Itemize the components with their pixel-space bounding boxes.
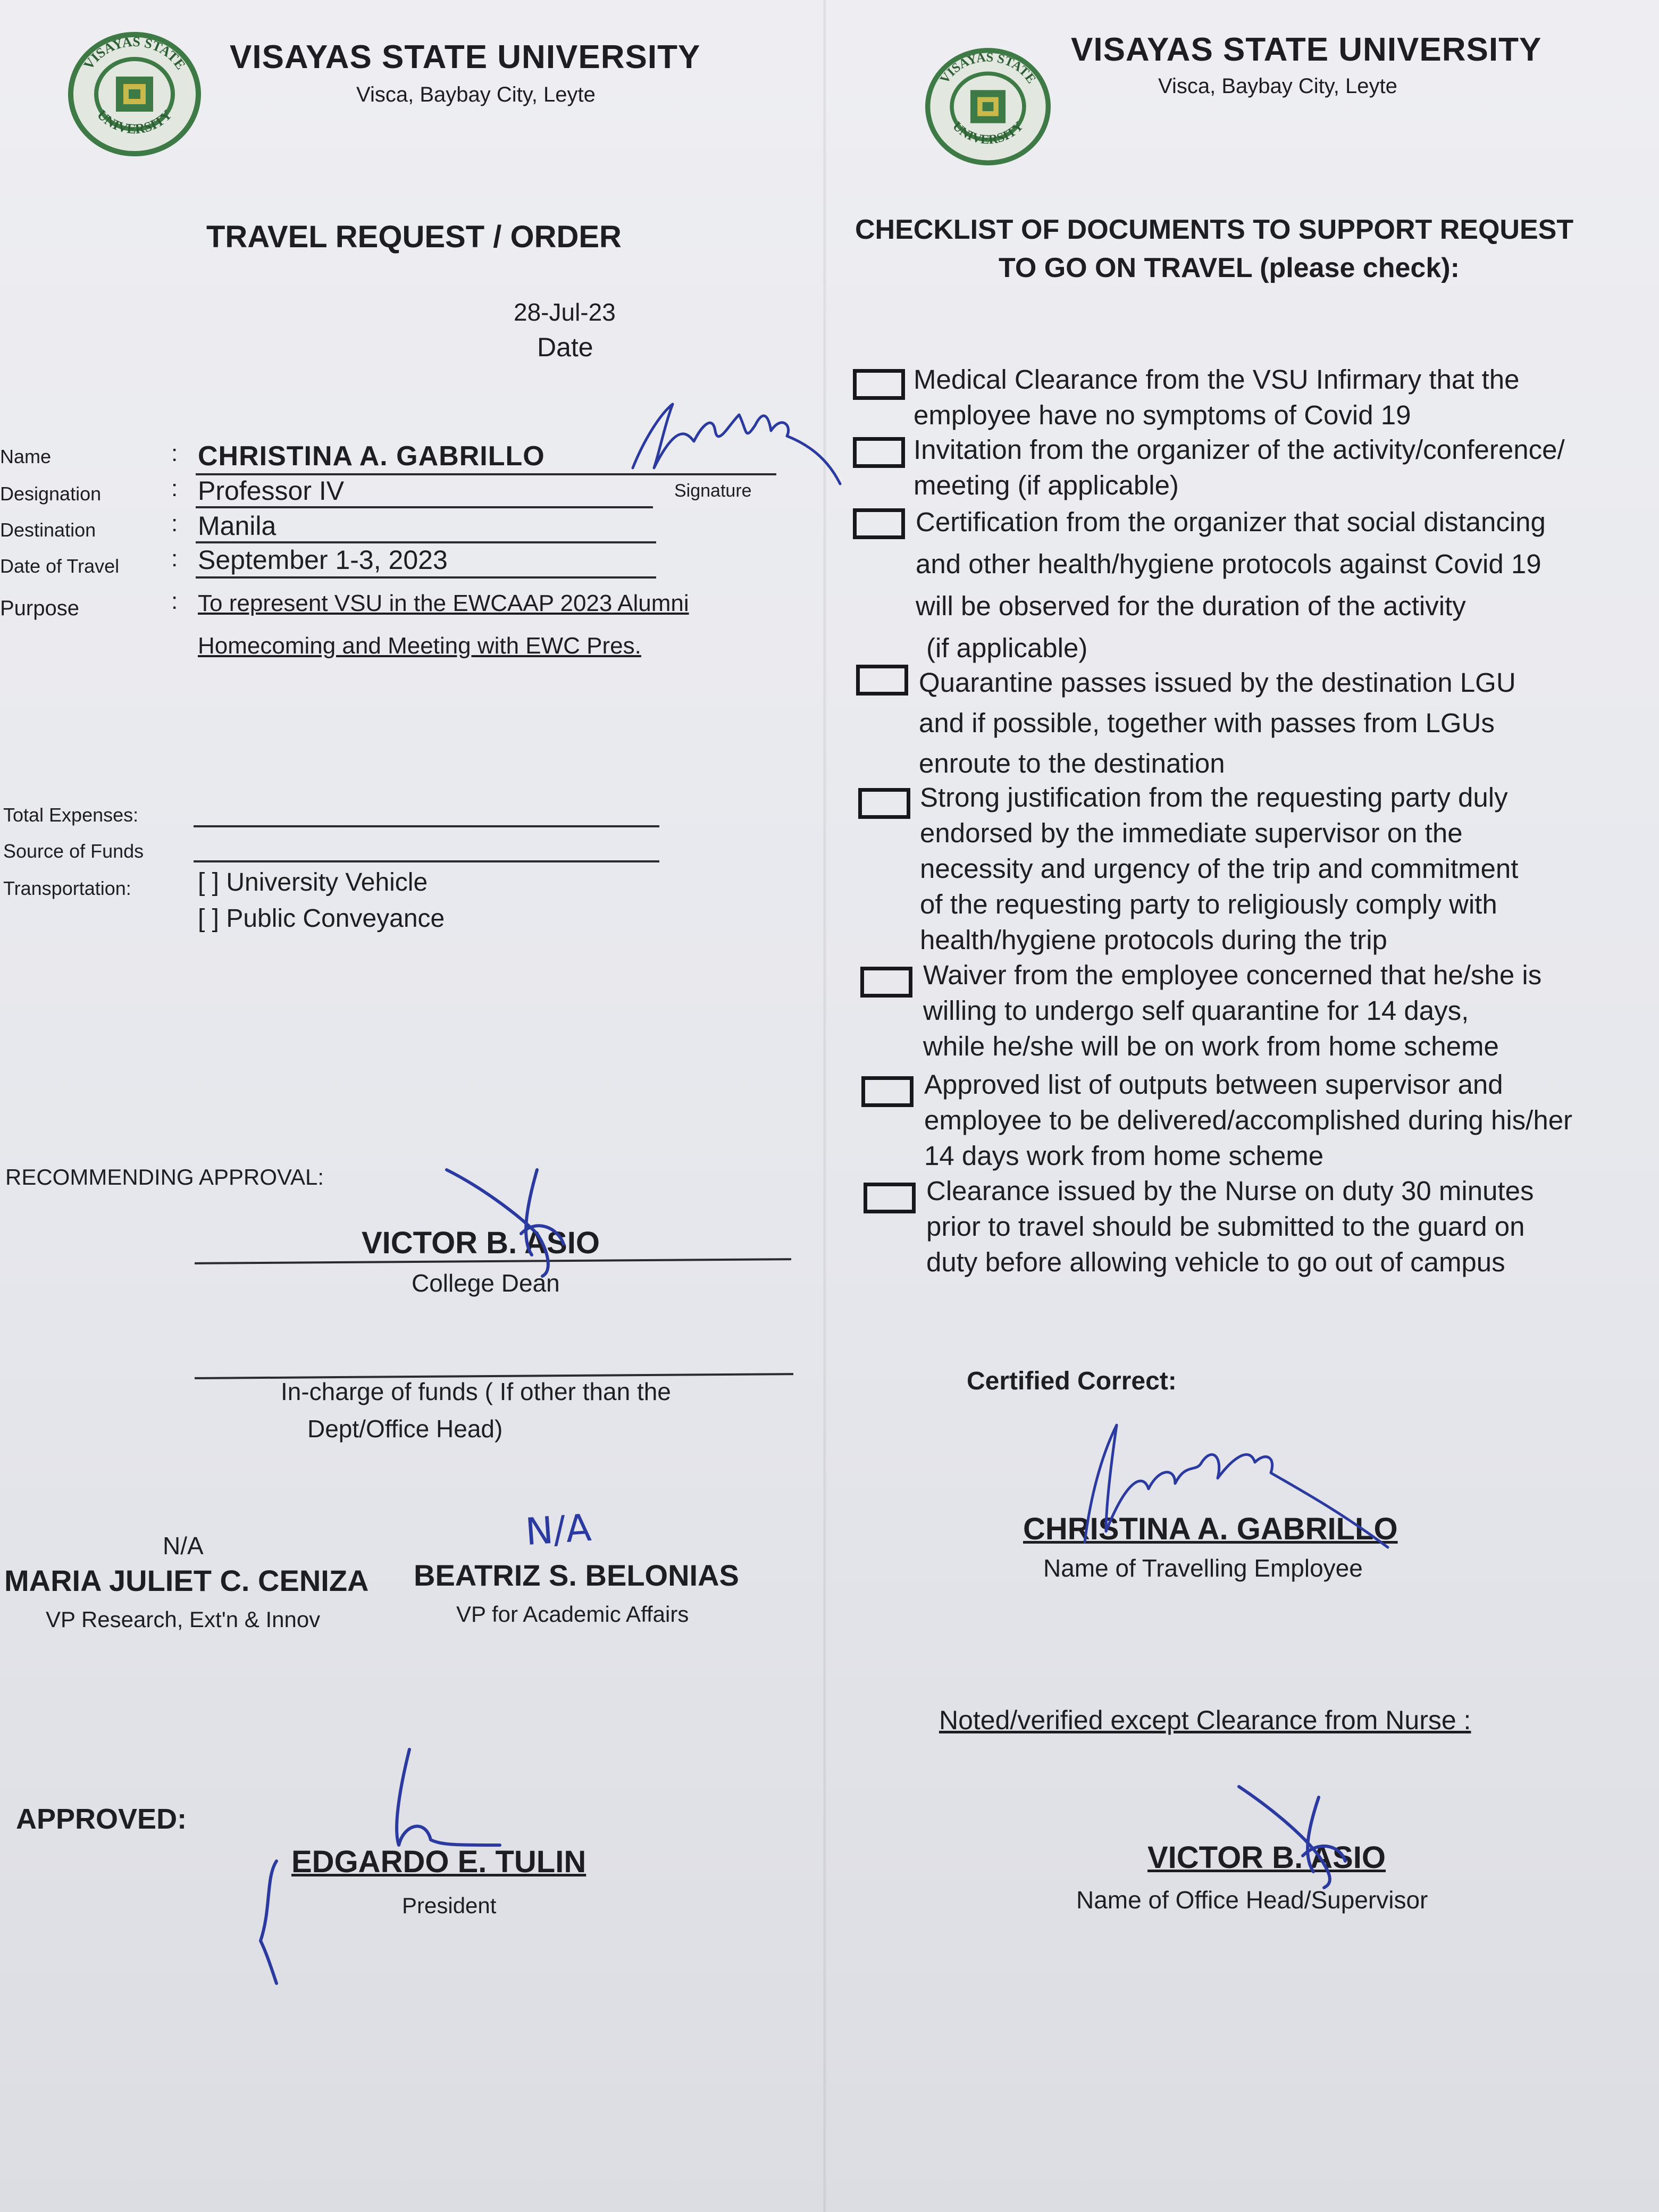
traveller-role: Name of Travelling Employee bbox=[1043, 1554, 1363, 1582]
svg-text:VISAYAS STATE: VISAYAS STATE bbox=[80, 33, 189, 73]
checklist-checkbox-2[interactable] bbox=[853, 437, 905, 468]
destination-underline bbox=[196, 541, 656, 543]
funds-incharge-line-1: In-charge of funds ( If other than the bbox=[281, 1378, 671, 1405]
destination-value: Manila bbox=[198, 511, 276, 541]
date-of-travel-underline bbox=[196, 576, 656, 579]
signature-asio-noted bbox=[1223, 1776, 1382, 1893]
svg-text:UNIVERSITY: UNIVERSITY bbox=[950, 119, 1026, 147]
vp2-na-mark: N/A bbox=[524, 1505, 593, 1554]
purpose-line-1: To represent VSU in the EWCAAP 2023 Alumni bbox=[198, 590, 689, 616]
university-name-right: VISAYAS STATE UNIVERSITY bbox=[1071, 31, 1542, 68]
university-address-right: Visca, Baybay City, Leyte bbox=[1158, 74, 1397, 98]
approved-label: APPROVED: bbox=[16, 1803, 187, 1835]
date-of-travel-value: September 1-3, 2023 bbox=[198, 545, 448, 575]
source-of-funds-underline bbox=[194, 860, 659, 862]
president-role: President bbox=[402, 1893, 497, 1918]
office-head-role: Name of Office Head/Supervisor bbox=[1076, 1886, 1428, 1914]
checklist-item-5: Strong justification from the requesting party duly endorsed by the immediate supervisor on the necessity and urgency of the trip and commitment of the requesting party to religiously comply with health/hygiene protocols during the trip bbox=[920, 782, 1519, 955]
designation-value: Professor IV bbox=[198, 476, 345, 506]
source-of-funds-label: Source of Funds bbox=[3, 840, 144, 862]
name-colon: : bbox=[171, 440, 178, 466]
designation-colon: : bbox=[171, 475, 178, 501]
checklist-checkbox-6[interactable] bbox=[860, 967, 912, 998]
total-expenses-label: Total Expenses: bbox=[3, 804, 139, 826]
university-seal-right bbox=[925, 48, 1051, 166]
certified-correct-label: Certified Correct: bbox=[967, 1367, 1177, 1395]
date-of-travel-label: Date of Travel bbox=[0, 555, 120, 577]
university-seal-left bbox=[68, 32, 201, 157]
recommending-approval-label: RECOMMENDING APPROVAL: bbox=[5, 1164, 324, 1189]
purpose-colon: : bbox=[171, 588, 178, 614]
traveller-name: CHRISTINA A. GABRILLO bbox=[1023, 1512, 1398, 1546]
svg-text:UNIVERSITY: UNIVERSITY bbox=[94, 107, 175, 137]
signature-gabrillo-top bbox=[622, 393, 845, 489]
option-public-conveyance: [ ] Public Conveyance bbox=[198, 904, 445, 933]
checklist-item-7: Approved list of outputs between supervisor and employee to be delivered/accomplished during his/her 14 days work from home scheme bbox=[924, 1069, 1573, 1171]
name-label: Name bbox=[0, 446, 52, 467]
designation-underline bbox=[196, 506, 653, 508]
university-address-left: Visca, Baybay City, Leyte bbox=[356, 83, 596, 106]
destination-label: Destination bbox=[0, 519, 96, 541]
option-university-vehicle: [ ] University Vehicle bbox=[198, 868, 428, 896]
travel-request-title: TRAVEL REQUEST / ORDER bbox=[206, 220, 622, 254]
president-name: EDGARDO E. TULIN bbox=[291, 1845, 586, 1879]
transportation-label: Transportation: bbox=[3, 877, 131, 899]
university-name-left: VISAYAS STATE UNIVERSITY bbox=[230, 39, 701, 76]
checklist-checkbox-8[interactable] bbox=[864, 1183, 916, 1213]
office-head-name: VICTOR B. ASIO bbox=[1147, 1840, 1386, 1875]
signature-asio-recommending bbox=[436, 1164, 596, 1281]
checklist-item-3: Certification from the organizer that social distancing and other health/hygiene protocols against Covid 19 will be observed for the duration of the activity (if applicable) bbox=[916, 507, 1546, 663]
checklist-item-6: Waiver from the employee concerned that he/she is willing to undergo self quarantine for 14 days, while he/she will be on work from home scheme bbox=[923, 960, 1542, 1061]
checklist-checkbox-1[interactable] bbox=[853, 369, 905, 400]
signature-label: Signature bbox=[674, 481, 752, 501]
request-date-label: Date bbox=[537, 332, 593, 362]
funds-incharge-line-2: Dept/Office Head) bbox=[307, 1415, 503, 1443]
vp2-role: VP for Academic Affairs bbox=[456, 1602, 689, 1627]
checklist-item-8: Clearance issued by the Nurse on duty 30 minutes prior to travel should be submitted to the guard on duty before allowing vehicle to go out of campus bbox=[926, 1176, 1534, 1277]
purpose-line-2: Homecoming and Meeting with EWC Pres. bbox=[198, 633, 641, 659]
checklist-item-4: Quarantine passes issued by the destination LGU and if possible, together with passes from LGUs enroute to the destination bbox=[919, 667, 1516, 778]
checklist-checkbox-3[interactable] bbox=[853, 508, 905, 539]
checklist-title-line-1: CHECKLIST OF DOCUMENTS TO SUPPORT REQUEST bbox=[855, 214, 1574, 245]
vp1-name: MARIA JULIET C. CENIZA bbox=[4, 1564, 369, 1597]
checklist-title-line-2: TO GO ON TRAVEL (please check): bbox=[999, 253, 1460, 283]
svg-text:VISAYAS STATE: VISAYAS STATE bbox=[937, 50, 1039, 87]
destination-colon: : bbox=[171, 510, 178, 537]
request-date-value: 28-Jul-23 bbox=[514, 298, 616, 326]
name-value: CHRISTINA A. GABRILLO bbox=[198, 441, 545, 472]
vp2-name: BEATRIZ S. BELONIAS bbox=[414, 1559, 739, 1592]
recommending-role: College Dean bbox=[412, 1269, 560, 1297]
checklist-item-1: Medical Clearance from the VSU Infirmary that the employee have no symptoms of Covid 19 bbox=[914, 364, 1520, 430]
vp1-na-mark: N/A bbox=[163, 1532, 204, 1560]
noted-verified-label: Noted/verified except Clearance from Nurse : bbox=[939, 1705, 1471, 1735]
total-expenses-underline bbox=[194, 825, 659, 827]
checklist-checkbox-7[interactable] bbox=[861, 1076, 914, 1107]
page-fold-shadow bbox=[823, 0, 826, 2212]
signature-gabrillo-certified bbox=[1058, 1414, 1398, 1553]
checklist-checkbox-4[interactable] bbox=[856, 665, 908, 696]
vp1-role: VP Research, Ext'n & Innov bbox=[46, 1607, 321, 1632]
purpose-label: Purpose bbox=[0, 597, 79, 620]
designation-label: Designation bbox=[0, 483, 102, 505]
checklist-checkbox-5[interactable] bbox=[858, 788, 910, 819]
date-of-travel-colon: : bbox=[171, 546, 178, 572]
recommending-name: VICTOR B. ASIO bbox=[362, 1226, 600, 1260]
checklist-item-2: Invitation from the organizer of the activity/conference/ meeting (if applicable) bbox=[914, 434, 1565, 500]
signature-tulin-approved bbox=[255, 1739, 510, 1994]
